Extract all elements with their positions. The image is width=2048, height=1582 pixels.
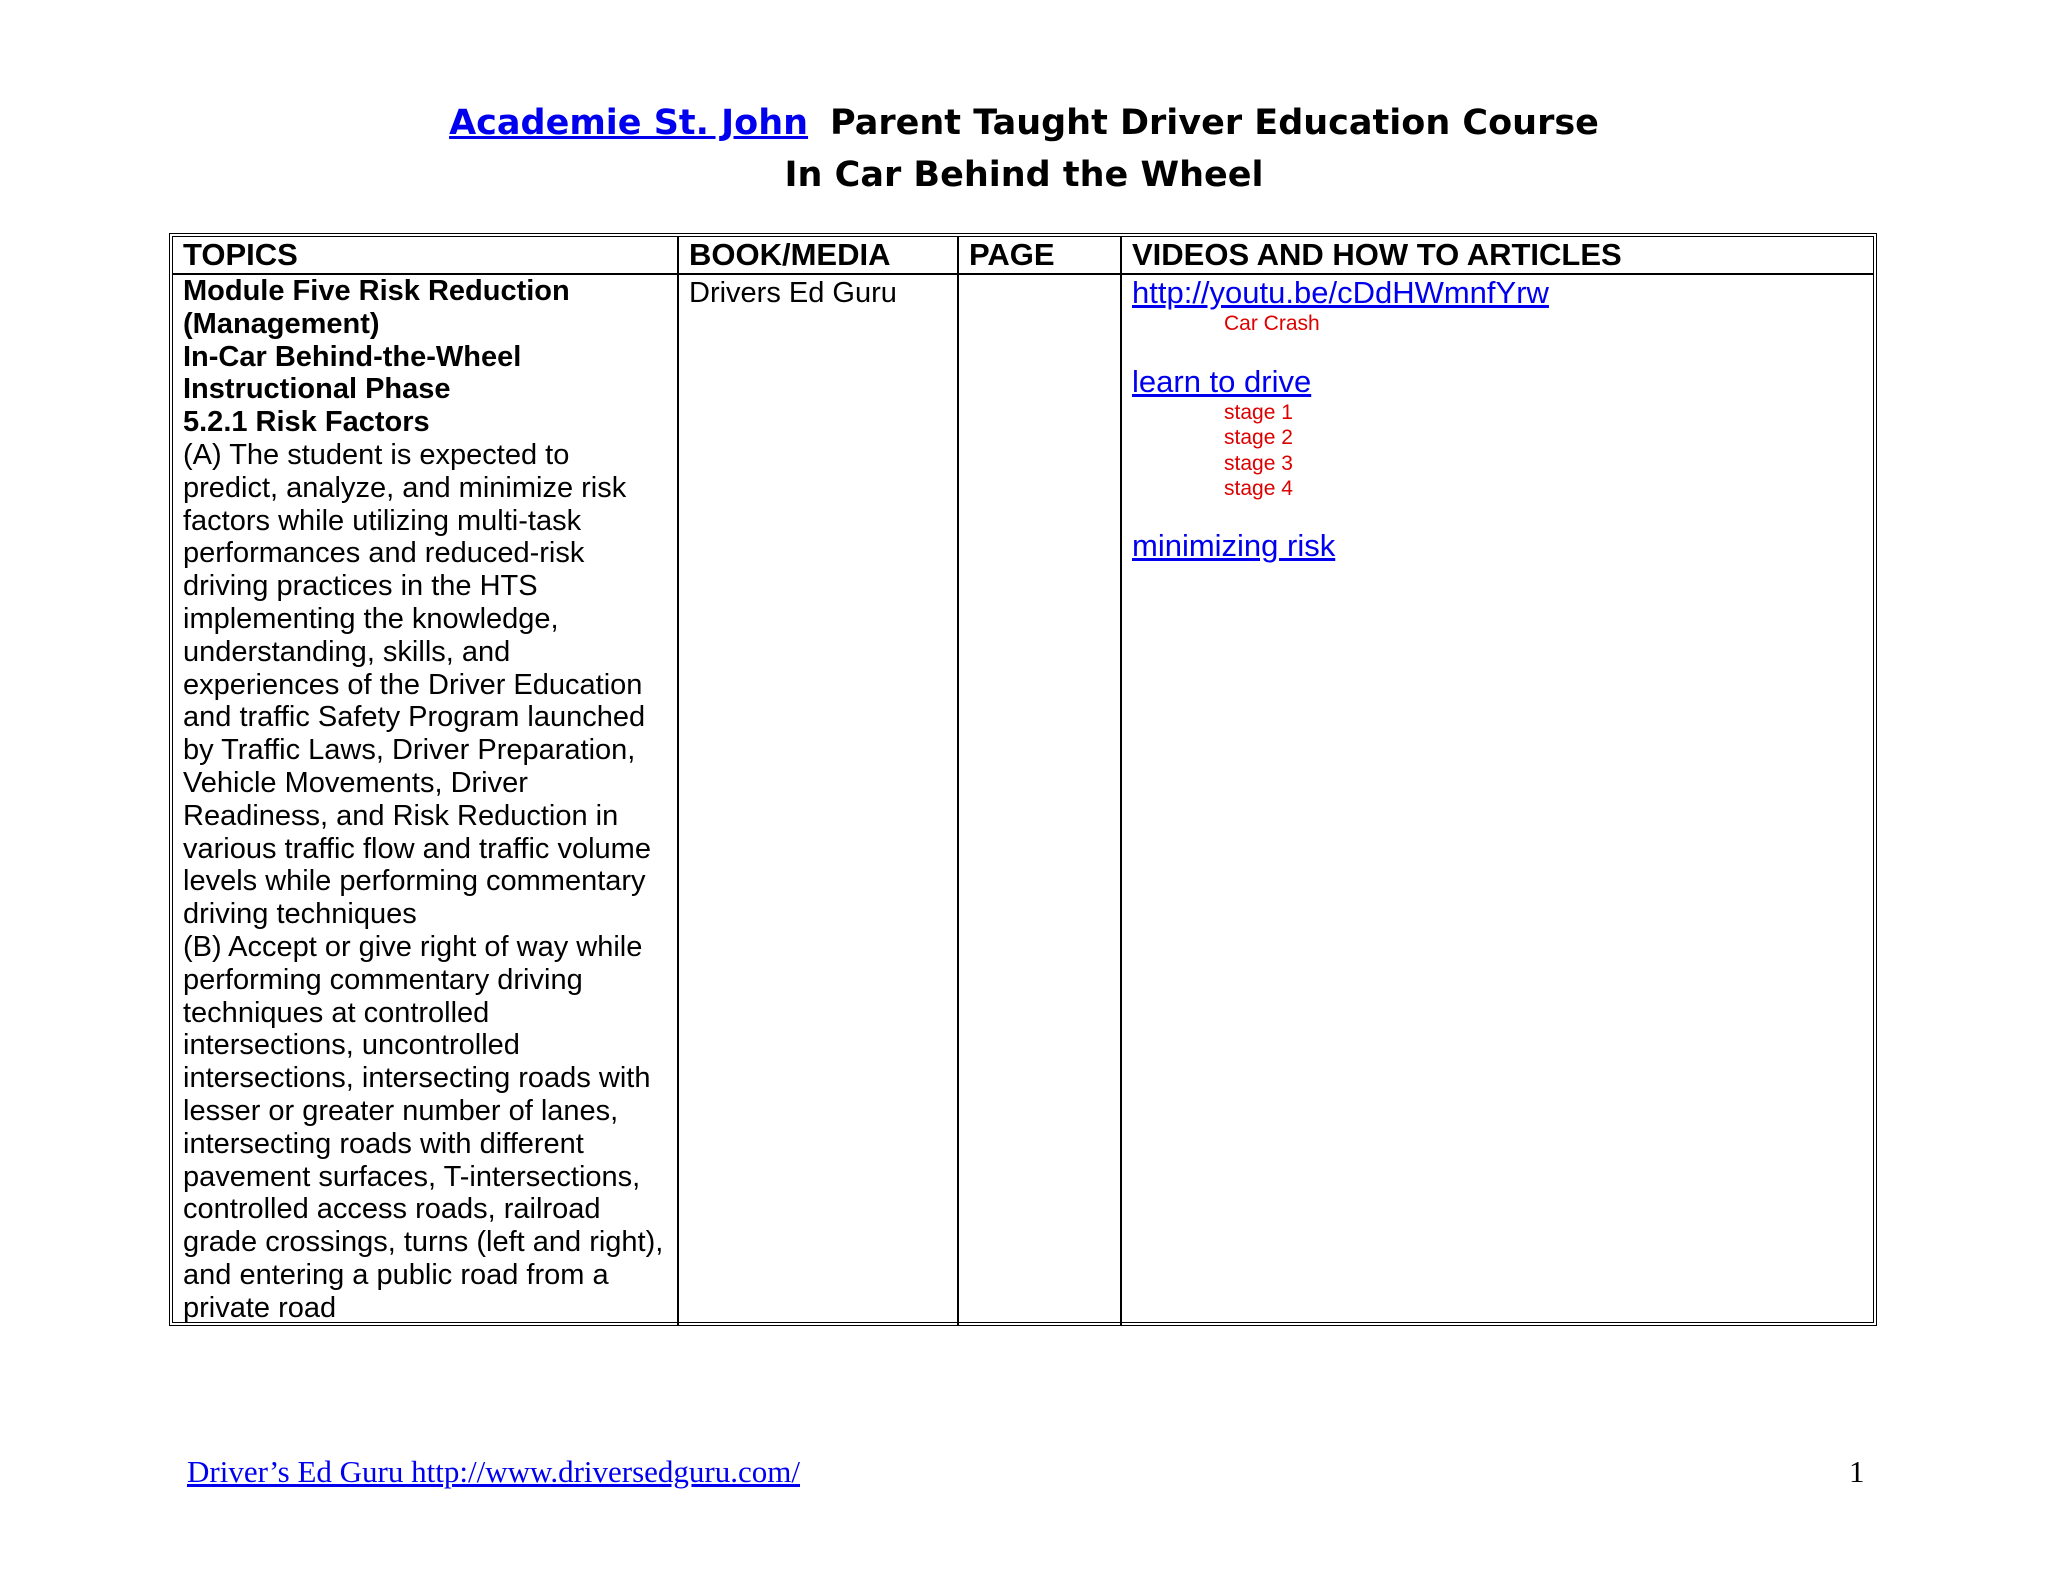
- curriculum-table: [169, 233, 1877, 1326]
- document-title: [0, 97, 2048, 201]
- video-link-car-crash[interactable]: http://youtu.be/cDdHWmnfYrw: [1132, 275, 1549, 310]
- academie-st-john-link[interactable]: Academie St. John: [449, 103, 809, 143]
- table-row: [173, 274, 1873, 1325]
- stage-label: stage 1: [1224, 400, 1293, 424]
- column-header-videos: VIDEOS AND HOW TO ARTICLES: [1121, 237, 1873, 274]
- topic-heading-line: (Management): [183, 307, 380, 340]
- title-line-1: [0, 97, 2048, 149]
- column-header-page: PAGE: [958, 237, 1121, 274]
- footer-website-link[interactable]: Driver’s Ed Guru http://www.driversedguru.com/: [187, 1454, 800, 1489]
- video-sub-label: Car Crash: [1224, 312, 1320, 335]
- stage-label: stage 4: [1224, 477, 1293, 500]
- column-header-book-media: BOOK/MEDIA: [678, 237, 958, 274]
- topics-cell: [173, 274, 678, 1325]
- stage-label: stage 2: [1224, 426, 1293, 449]
- topic-heading-line: 5.2.1 Risk Factors: [183, 406, 430, 439]
- learn-to-drive-link[interactable]: learn to drive: [1132, 363, 1312, 399]
- topic-paragraph-b: (B) Accept or give right of way while performing commentary driving techniques at controlled intersections, uncontrolled intersections, intersecting roads with lesser or greater number of lanes, intersecting roads with different pavement surfaces, T-intersections, controlled access roads, railroad grade crossings, turns (left and right), and entering a public road from a private road: [183, 930, 664, 1324]
- course-subtitle: In Car Behind the Wheel: [784, 155, 1264, 195]
- topic-heading-line: Instructional Phase: [183, 373, 451, 406]
- page-cell: [958, 274, 1121, 1325]
- videos-cell: [1121, 274, 1873, 1325]
- minimizing-risk-link[interactable]: minimizing risk: [1132, 527, 1336, 563]
- course-title: Parent Taught Driver Education Course: [830, 103, 1599, 143]
- book-media-cell: Drivers Ed Guru: [678, 274, 958, 1325]
- stage-label: stage 3: [1224, 451, 1293, 475]
- column-header-topics: TOPICS: [173, 237, 678, 274]
- page-number: 1: [1849, 1454, 1865, 1489]
- topic-paragraph-a: (A) The student is expected to predict, analyze, and minimize risk factors while utilizing multi-task performances and reduced-risk driving practices in the HTS implementing the knowledge, understanding, skills, and experiences of the Driver Education and traffic Safety Program launched by Traffic Laws, Driver Preparation, Vehicle Movements, Driver Readiness, and Risk Reduction in various traffic flow and traffic volume levels while performing commentary driving techniques: [183, 438, 651, 931]
- table-header-row: [173, 237, 1873, 274]
- topic-heading-line: In-Car Behind-the-Wheel: [183, 340, 522, 373]
- topic-heading-line: Module Five Risk Reduction: [183, 275, 570, 307]
